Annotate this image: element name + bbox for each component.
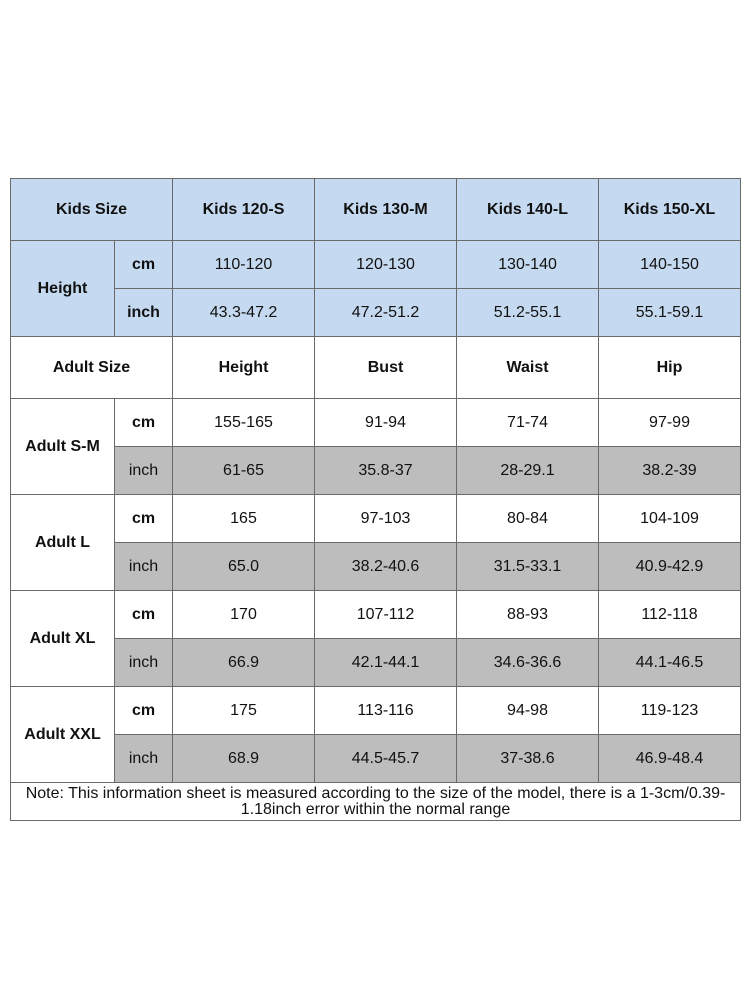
adult-size-label: Adult XXL — [11, 687, 115, 783]
adult-column-header: Bust — [315, 337, 457, 399]
kids-cm-cell: 140-150 — [599, 241, 741, 289]
adult-inch-cell: 38.2-39 — [599, 447, 741, 495]
kids-height-label: Height — [11, 241, 115, 337]
measurement-note: Note: This information sheet is measured according to the size of the model, there is a 1-3cm/0.39-1.18inch error within the normal range — [11, 783, 741, 821]
kids-size-col: Kids 150-XL — [599, 179, 741, 241]
kids-size-col: Kids 130-M — [315, 179, 457, 241]
adult-cm-cell: 80-84 — [457, 495, 599, 543]
adult-cm-cell: 104-109 — [599, 495, 741, 543]
adult-inch-cell: 40.9-42.9 — [599, 543, 741, 591]
adult-cm-cell: 97-103 — [315, 495, 457, 543]
adult-column-header: Waist — [457, 337, 599, 399]
adult-cm-cell: 107-112 — [315, 591, 457, 639]
kids-cm-cell: 120-130 — [315, 241, 457, 289]
adult-inch-cell: 65.0 — [173, 543, 315, 591]
kids-inch-cell: 43.3-47.2 — [173, 289, 315, 337]
adult-inch-cell: 44.5-45.7 — [315, 735, 457, 783]
adult-size-label: Adult XL — [11, 591, 115, 687]
adult-inch-cell: 61-65 — [173, 447, 315, 495]
adult-column-header: Height — [173, 337, 315, 399]
adult-inch-cell: 34.6-36.6 — [457, 639, 599, 687]
adult-cm-cell: 88-93 — [457, 591, 599, 639]
adult-cm-cell: 170 — [173, 591, 315, 639]
unit-cm-label: cm — [115, 687, 173, 735]
adult-cm-cell: 91-94 — [315, 399, 457, 447]
adult-cm-cell: 155-165 — [173, 399, 315, 447]
adult-size-header: Adult Size — [11, 337, 173, 399]
adult-cm-cell: 113-116 — [315, 687, 457, 735]
adult-inch-cell: 38.2-40.6 — [315, 543, 457, 591]
kids-cm-cell: 130-140 — [457, 241, 599, 289]
adult-inch-cell: 44.1-46.5 — [599, 639, 741, 687]
adult-inch-cell: 46.9-48.4 — [599, 735, 741, 783]
adult-inch-cell: 35.8-37 — [315, 447, 457, 495]
adult-cm-cell: 165 — [173, 495, 315, 543]
kids-size-col: Kids 140-L — [457, 179, 599, 241]
unit-cm-label: cm — [115, 495, 173, 543]
kids-size-col: Kids 120-S — [173, 179, 315, 241]
size-chart-table — [10, 178, 741, 821]
unit-inch-label: inch — [115, 289, 173, 337]
unit-inch-label: inch — [115, 543, 173, 591]
adult-inch-cell: 42.1-44.1 — [315, 639, 457, 687]
adult-cm-cell: 97-99 — [599, 399, 741, 447]
adult-inch-cell: 68.9 — [173, 735, 315, 783]
adult-inch-cell: 28-29.1 — [457, 447, 599, 495]
adult-column-header: Hip — [599, 337, 741, 399]
adult-cm-cell: 94-98 — [457, 687, 599, 735]
kids-inch-cell: 55.1-59.1 — [599, 289, 741, 337]
unit-cm-label: cm — [115, 591, 173, 639]
adult-inch-cell: 66.9 — [173, 639, 315, 687]
adult-cm-cell: 112-118 — [599, 591, 741, 639]
unit-cm-label: cm — [115, 399, 173, 447]
kids-inch-cell: 47.2-51.2 — [315, 289, 457, 337]
unit-cm-label: cm — [115, 241, 173, 289]
adult-cm-cell: 71-74 — [457, 399, 599, 447]
kids-inch-cell: 51.2-55.1 — [457, 289, 599, 337]
adult-cm-cell: 175 — [173, 687, 315, 735]
adult-size-label: Adult S-M — [11, 399, 115, 495]
adult-cm-cell: 119-123 — [599, 687, 741, 735]
unit-inch-label: inch — [115, 447, 173, 495]
unit-inch-label: inch — [115, 639, 173, 687]
adult-inch-cell: 37-38.6 — [457, 735, 599, 783]
adult-size-label: Adult L — [11, 495, 115, 591]
kids-cm-cell: 110-120 — [173, 241, 315, 289]
unit-inch-label: inch — [115, 735, 173, 783]
kids-size-header: Kids Size — [11, 179, 173, 241]
adult-inch-cell: 31.5-33.1 — [457, 543, 599, 591]
